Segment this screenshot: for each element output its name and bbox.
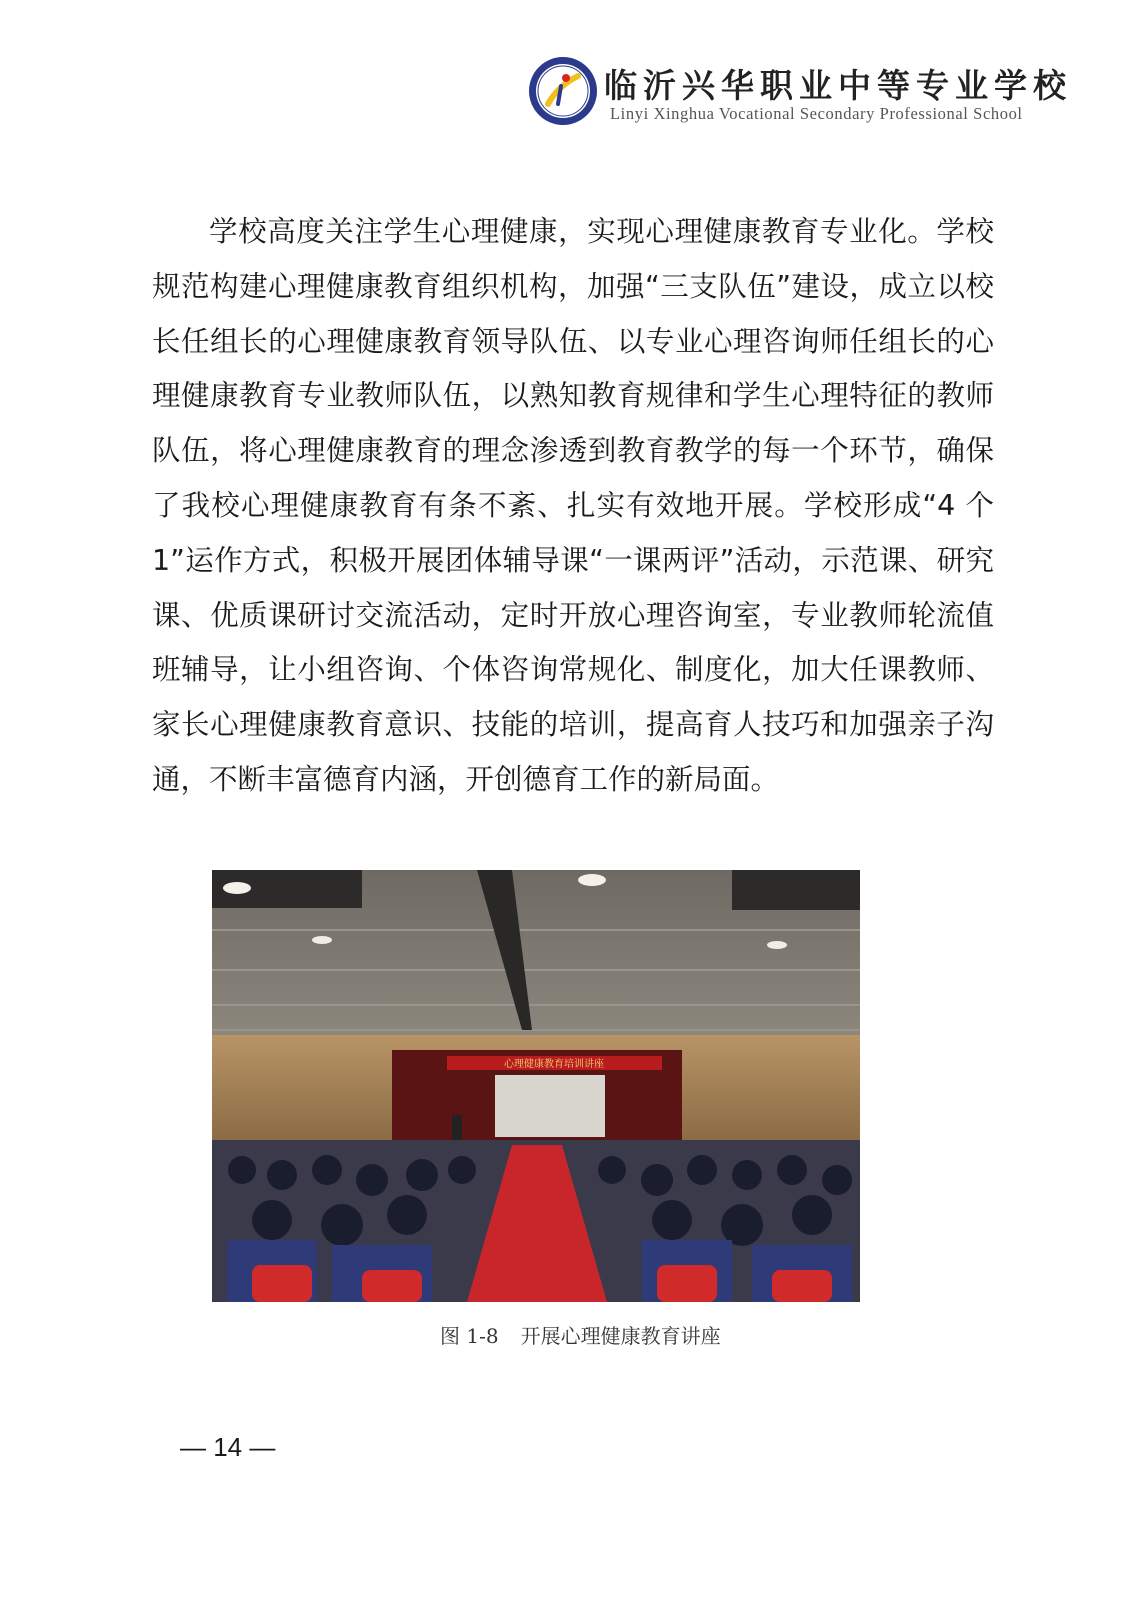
stage-banner-text: 心理健康教育培训讲座	[504, 1059, 604, 1070]
lecture-hall-photo	[212, 870, 860, 1302]
school-name-cn: 临沂兴华职业中等专业学校	[604, 66, 1072, 105]
figure-caption	[440, 1320, 721, 1349]
body-paragraph: 学校高度关注学生心理健康，实现心理健康教育专业化。学校规范构建心理健康教育组织机构，加强“三支队伍”建设，成立以校长任组长的心理健康教育领导队伍、以专业心理咨询师任组长的心理健康教育专业教师队伍，以熟知教育规律和学生心理特征的教师队伍，将心理健康教育的理念渗透到教育教学的每一个环节，确保了我校心理健康教育有条不紊、扎实有效地开展。学校形成“4 个 1”运作方式，积极开展团体辅导课“一课两评”活动，示范课、研究课、优质课研讨交流活动，定时开放心理咨询室，专业教师轮流值班辅导，让小组咨询、个体咨询常规化、制度化，加大任课教师、家长心理健康教育意识、技能的培训，提高育人技巧和加强亲子沟通，不断丰富德育内涵，开创德育工作的新局面。	[152, 215, 994, 796]
figure-caption-text: 开展心理健康教育讲座	[520, 1324, 721, 1348]
page-number: — 14 —	[180, 1432, 276, 1462]
page-header	[528, 54, 1072, 130]
school-name-en: Linyi Xinghua Vocational Secondary Professional School	[610, 104, 1023, 123]
figure-number: 图 1-8	[440, 1324, 499, 1348]
school-emblem-icon	[528, 56, 598, 126]
